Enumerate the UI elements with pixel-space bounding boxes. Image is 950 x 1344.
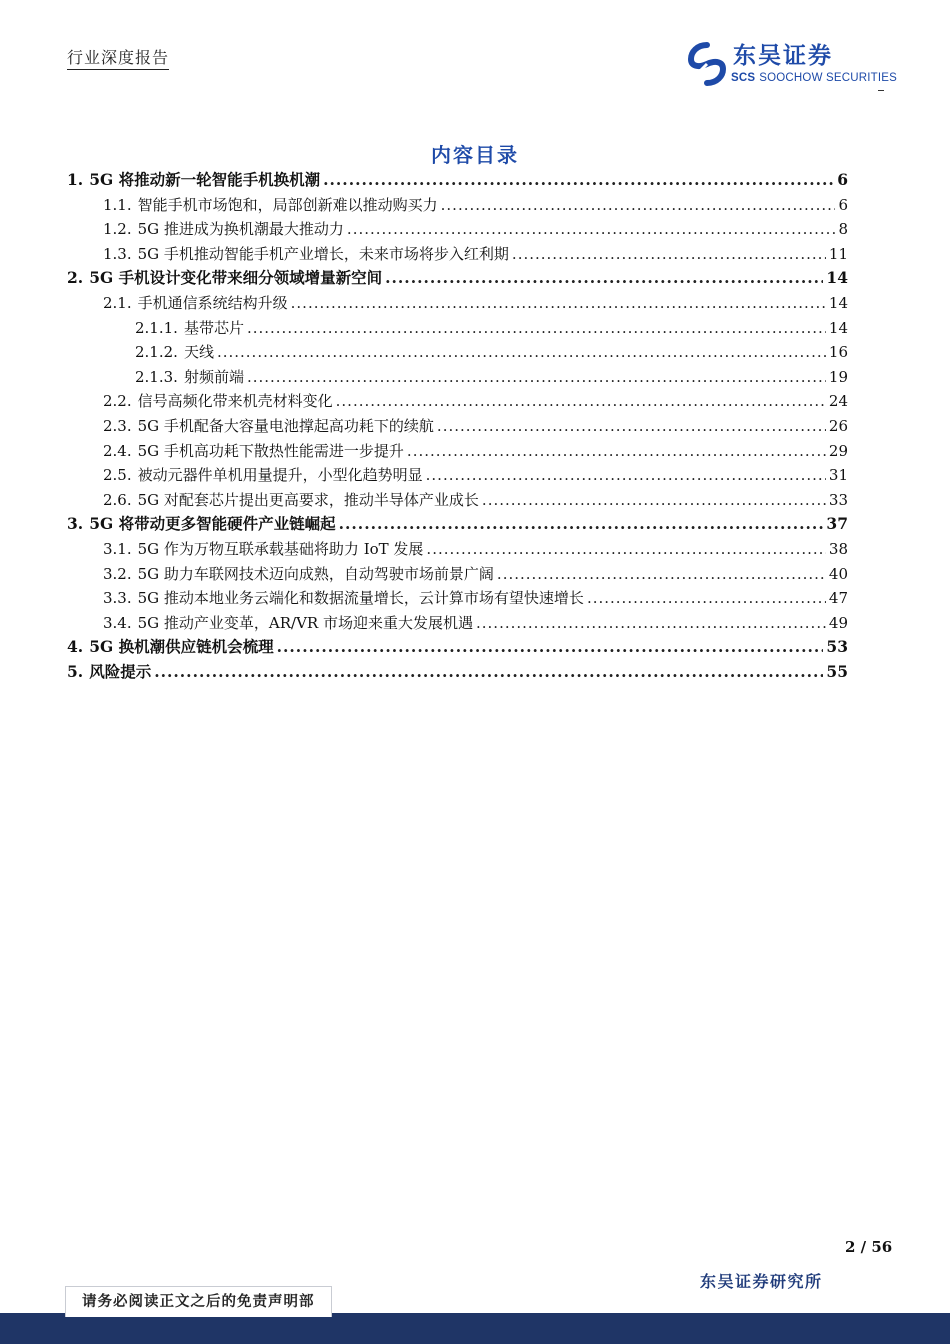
toc-entry-page: 47 <box>828 589 848 608</box>
logo-name-en-text: SOOCHOW SECURITIES <box>759 72 898 84</box>
toc-entry-number: 2.1. <box>103 294 132 312</box>
toc-title: 内容目录 <box>431 143 519 167</box>
toc-leader-dots <box>587 586 826 610</box>
toc-entry[interactable] <box>67 660 848 684</box>
toc-entry[interactable] <box>103 463 848 487</box>
toc-entry-page: 6 <box>837 170 848 189</box>
toc-entry[interactable] <box>103 389 848 413</box>
toc-entry-title: 5G 手机设计变化带来细分领域增量新空间 <box>89 268 383 288</box>
toc-entry[interactable] <box>103 242 848 266</box>
toc-leader-dots <box>426 537 825 561</box>
toc-leader-dots <box>277 635 824 659</box>
toc-entry-title: 5G 将推动新一轮智能手机换机潮 <box>89 170 321 189</box>
toc-entry-title: 天线 <box>183 343 214 362</box>
toc-entry-number: 1.2. <box>103 220 132 239</box>
toc-entry-page: 19 <box>828 367 848 386</box>
toc-entry-page: 33 <box>828 490 848 509</box>
toc-leader-dots <box>347 217 836 241</box>
logo-name-en <box>731 72 897 84</box>
toc-leader-dots <box>339 512 824 536</box>
toc-entry-title: 5G 对配套芯片提出更高要求，推动半导体产业成长 <box>137 490 479 509</box>
toc-entry[interactable] <box>103 414 848 438</box>
toc-entry-title: 射频前端 <box>183 367 244 386</box>
toc-leader-dots <box>476 611 826 635</box>
toc-entry-page: 6 <box>838 195 848 214</box>
toc-entry-title: 5G 作为万物互联承载基础将助力 IoT 发展 <box>137 540 424 558</box>
toc-leader-dots <box>512 242 826 266</box>
toc-entry[interactable] <box>135 316 848 340</box>
toc-entry[interactable] <box>103 291 848 315</box>
toc-entry-number: 2.6. <box>103 490 132 509</box>
toc-leader-dots <box>482 488 826 512</box>
toc-entry-title: 5G 手机高功耗下散热性能需进一步提升 <box>137 441 404 460</box>
logo-abbrev: SCS <box>731 72 756 84</box>
toc-entry-page: 11 <box>828 244 848 263</box>
toc-entry-title: 基带芯片 <box>183 318 244 337</box>
page-number: 2 / 56 <box>845 1238 893 1256</box>
toc-entry-number: 3.3. <box>103 589 132 608</box>
toc-entry-title: 5G 推动本地业务云端化和数据流量增长，云计算市场有望快速增长 <box>137 589 584 608</box>
toc-entry-title: 信号高频化带来机壳材料变化 <box>137 392 333 411</box>
toc-entry-page: 49 <box>828 613 848 632</box>
toc-leader-dots <box>323 168 834 192</box>
toc-entry[interactable] <box>103 439 848 463</box>
toc-entry[interactable] <box>103 586 848 610</box>
toc-entry-number: 3. <box>67 514 84 534</box>
toc-entry[interactable] <box>103 488 848 512</box>
toc-entry[interactable] <box>67 168 848 192</box>
toc-entry-number: 2.1.2. <box>135 343 178 362</box>
toc-entry-title: 5G 手机配备大容量电池撑起高功耗下的续航 <box>137 417 434 435</box>
toc-entry-number: 1.3. <box>103 244 132 263</box>
toc-entry-number: 2.4. <box>103 441 132 460</box>
toc-entry-page: 16 <box>828 343 848 362</box>
toc-entry-title: 5G 助力车联网技术迈向成熟，自动驾驶市场前景广阔 <box>137 564 494 583</box>
company-logo <box>685 42 898 90</box>
toc-leader-dots <box>437 414 826 438</box>
institute-name: 东吴证券研究所 <box>700 1272 823 1291</box>
toc-leader-dots <box>154 660 823 684</box>
toc-entry-number: 2.3. <box>103 417 132 435</box>
toc-entry-title: 手机通信系统结构升级 <box>137 294 288 312</box>
toc-entry[interactable] <box>67 266 848 290</box>
toc-entry-title: 5G 将带动更多智能硬件产业链崛起 <box>89 514 336 534</box>
toc-entry-page: 55 <box>826 662 848 681</box>
toc-leader-dots <box>247 316 826 340</box>
toc-entry-title: 5G 推进成为换机潮最大推动力 <box>137 220 344 239</box>
toc-entry[interactable] <box>103 562 848 586</box>
logo-name-cn: 东吴证券 <box>733 43 833 69</box>
report-type-label: 行业深度报告 <box>67 48 169 70</box>
toc-leader-dots <box>426 463 826 487</box>
toc-leader-dots <box>385 266 823 290</box>
toc-leader-dots <box>497 562 826 586</box>
toc-entry-page: 24 <box>828 392 848 411</box>
toc-entry-title: 风险提示 <box>89 662 152 681</box>
toc-entry-number: 3.2. <box>103 564 132 583</box>
toc-entry-number: 3.4. <box>103 613 132 632</box>
toc-leader-dots <box>407 439 826 463</box>
toc-entry-number: 1.1. <box>103 195 132 214</box>
soochow-logo-icon <box>685 42 729 86</box>
toc-entry-page: 29 <box>828 441 848 460</box>
toc-leader-dots <box>247 365 826 389</box>
toc-entry-page: 31 <box>828 466 848 485</box>
toc-entry-number: 2.5. <box>103 466 132 485</box>
toc-entry[interactable] <box>67 635 848 659</box>
toc-entry-page: 40 <box>828 564 848 583</box>
toc-entry-title: 5G 换机潮供应链机会梳理 <box>89 637 274 657</box>
toc-entry-title: 5G 手机推动智能手机产业增长，未来市场将步入红利期 <box>137 244 509 263</box>
toc-leader-dots <box>441 193 836 217</box>
toc-leader-dots <box>217 340 826 364</box>
toc-entry-title: 智能手机市场饱和，局部创新难以推动购买力 <box>137 195 438 214</box>
toc-entry[interactable] <box>103 217 848 241</box>
toc-entry[interactable] <box>135 365 848 389</box>
toc-entry[interactable] <box>103 193 848 217</box>
toc-entry-number: 4. <box>67 637 84 657</box>
toc-entry-number: 5. <box>67 662 84 681</box>
toc-entry-page: 26 <box>828 417 848 435</box>
toc-entry[interactable] <box>67 512 848 536</box>
disclaimer-notice: 请务必阅读正文之后的免责声明部 <box>65 1286 332 1317</box>
toc-entry-number: 1. <box>67 170 84 189</box>
toc-entry-page: 53 <box>826 637 848 657</box>
toc-entry-number: 2. <box>67 268 84 288</box>
header-tick-mark <box>878 90 884 91</box>
toc-entry-page: 14 <box>826 268 848 288</box>
toc-leader-dots <box>291 291 826 315</box>
toc-entry[interactable] <box>135 340 848 364</box>
footer-bar <box>0 1313 950 1344</box>
toc-entry-number: 2.1.1. <box>135 318 178 337</box>
toc-entry-page: 38 <box>828 540 848 558</box>
toc-entry-page: 14 <box>828 294 848 312</box>
toc-entry[interactable] <box>103 537 848 561</box>
toc-entry-title: 被动元器件单机用量提升，小型化趋势明显 <box>137 466 423 485</box>
toc-entry-page: 14 <box>828 318 848 337</box>
toc-entry-number: 3.1. <box>103 540 132 558</box>
toc-entry-page: 37 <box>826 514 848 534</box>
toc-entry-number: 2.1.3. <box>135 367 178 386</box>
toc-entry-page: 8 <box>838 220 848 239</box>
toc-entry-title: 5G 推动产业变革，AR/VR 市场迎来重大发展机遇 <box>137 613 473 632</box>
toc-leader-dots <box>336 389 826 413</box>
toc-entry[interactable] <box>103 611 848 635</box>
toc-entry-number: 2.2. <box>103 392 132 411</box>
